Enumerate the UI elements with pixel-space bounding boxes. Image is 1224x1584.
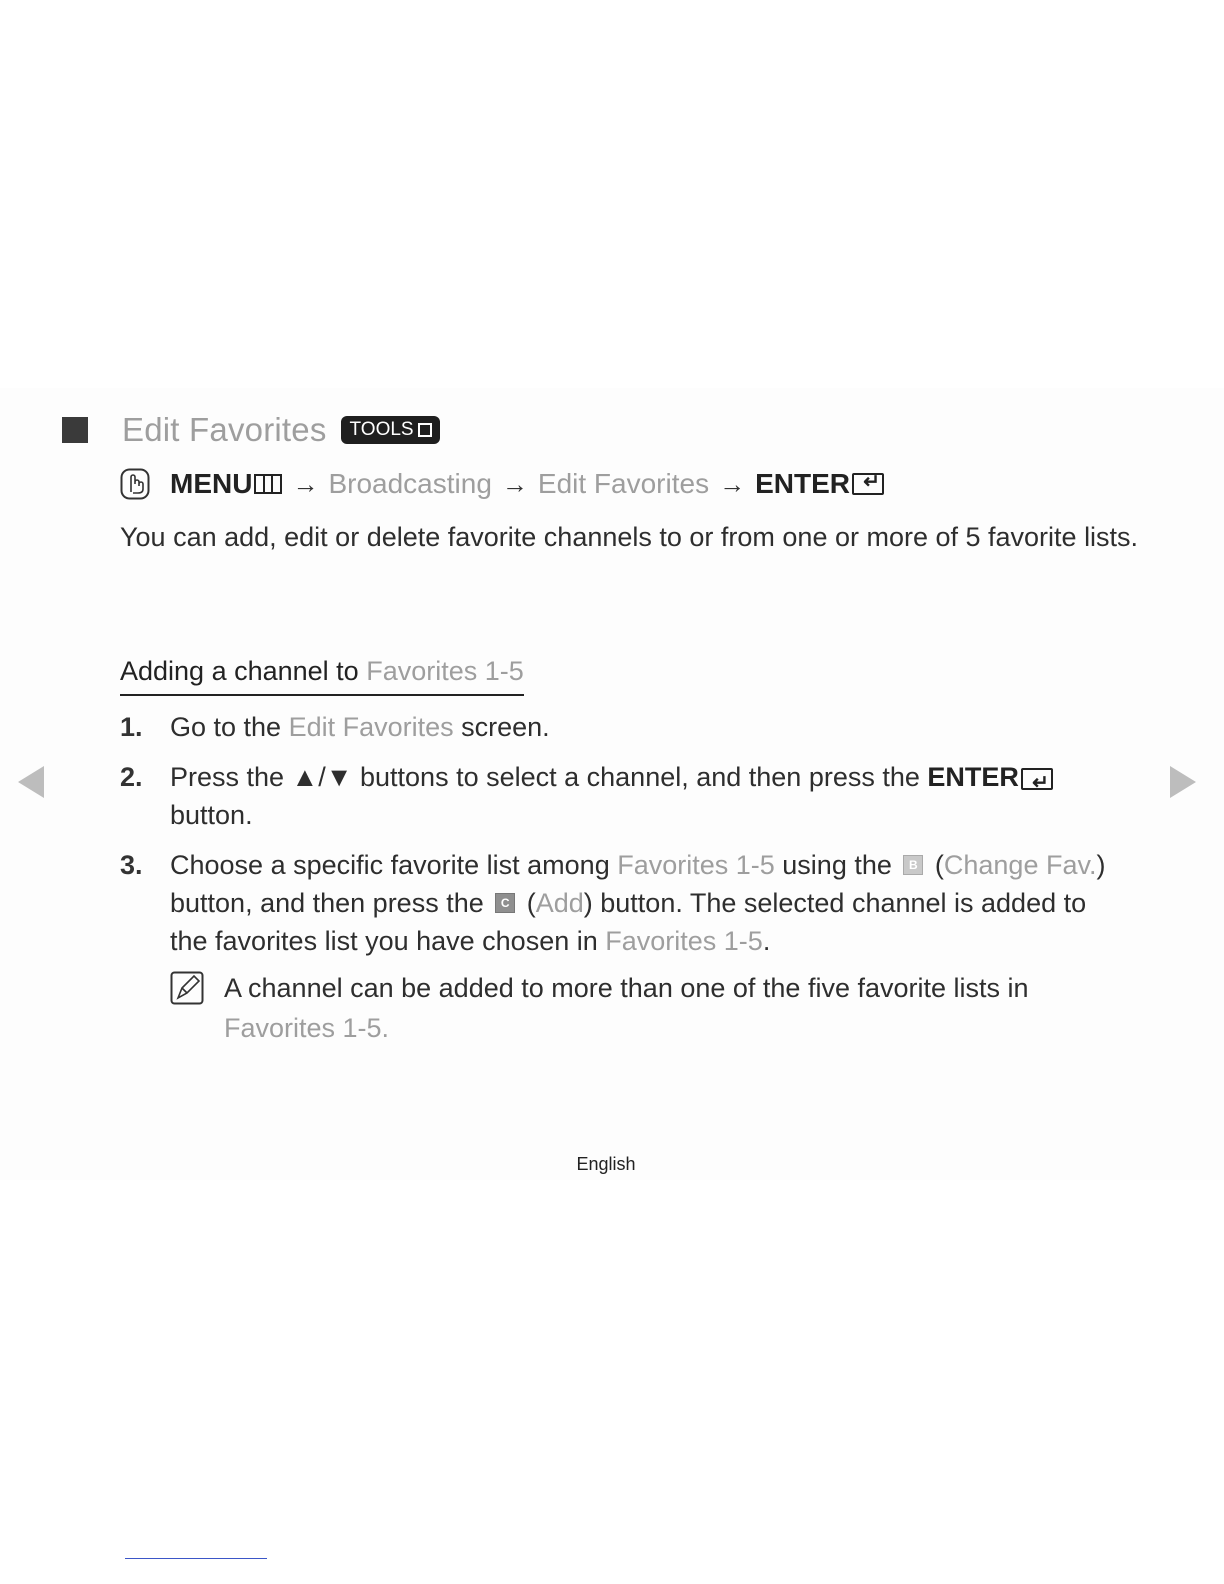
tools-badge-label: TOOLS xyxy=(349,419,414,440)
subsection-heading-highlight: Favorites 1-5 xyxy=(366,656,524,686)
enter-icon xyxy=(852,473,884,495)
step-number: 1. xyxy=(120,712,143,742)
path-arrow: → xyxy=(292,468,319,499)
enter-term: ENTER xyxy=(927,762,1019,792)
list-item xyxy=(120,758,1120,834)
previous-page-arrow-icon[interactable] xyxy=(18,766,44,798)
path-edit-favorites: Edit Favorites xyxy=(537,468,710,499)
b-button-icon: B xyxy=(903,855,923,875)
steps-list xyxy=(120,708,1120,972)
menu-icon xyxy=(254,474,282,494)
link-underline xyxy=(125,1558,267,1559)
c-button-icon: C xyxy=(495,893,515,913)
path-arrow: → xyxy=(719,468,746,499)
next-page-arrow-icon[interactable] xyxy=(1170,766,1196,798)
subsection-heading xyxy=(120,652,524,696)
step-text: Go to the Edit Favorites screen. xyxy=(170,712,550,742)
change-fav-term: Change Fav. xyxy=(943,850,1097,880)
edit-favorites-term: Edit Favorites xyxy=(288,712,454,742)
favorites-term: Favorites 1-5 xyxy=(617,850,775,880)
tools-badge xyxy=(341,416,440,444)
list-item xyxy=(120,846,1120,960)
page-title: Edit Favorites xyxy=(122,411,327,448)
hand-touch-icon xyxy=(120,468,150,500)
footer-language: English xyxy=(576,1154,636,1174)
step-text: Choose a specific favorite list among Favorites 1-5 using the B (Change Fav.) button, and then press the C (Add) button. The selected channel is added to the favorites list you have chosen in Favorites 1-5. xyxy=(170,850,1106,956)
step-number: 2. xyxy=(120,762,143,792)
subsection-heading-prefix: Adding a channel to xyxy=(120,656,367,686)
tools-icon xyxy=(418,423,432,437)
favorites-term: Favorites 1-5 xyxy=(605,926,763,956)
path-broadcasting: Broadcasting xyxy=(328,468,492,499)
intro-paragraph: You can add, edit or delete favorite channels to or from one or more of 5 favorite lists. xyxy=(120,522,1139,552)
list-item xyxy=(120,708,1120,746)
favorites-term: Favorites 1-5. xyxy=(224,1013,390,1043)
menu-path xyxy=(120,464,884,504)
enter-icon xyxy=(1021,768,1053,790)
note-block xyxy=(170,968,1100,1048)
step-text: Press the ▲/▼ buttons to select a channel, and then press the ENTER↵ button. xyxy=(170,758,1120,834)
add-term: Add xyxy=(535,888,584,918)
square-bullet-icon xyxy=(62,417,88,443)
section-title-row xyxy=(62,408,440,452)
note-icon xyxy=(170,971,204,1005)
enter-label: ENTER xyxy=(755,468,850,499)
note-text: A channel can be added to more than one of the five favorite lists in Favorites 1-5. xyxy=(224,973,1029,1043)
menu-label: MENU xyxy=(170,468,253,499)
path-arrow: → xyxy=(501,468,528,499)
step-number: 3. xyxy=(120,850,143,880)
